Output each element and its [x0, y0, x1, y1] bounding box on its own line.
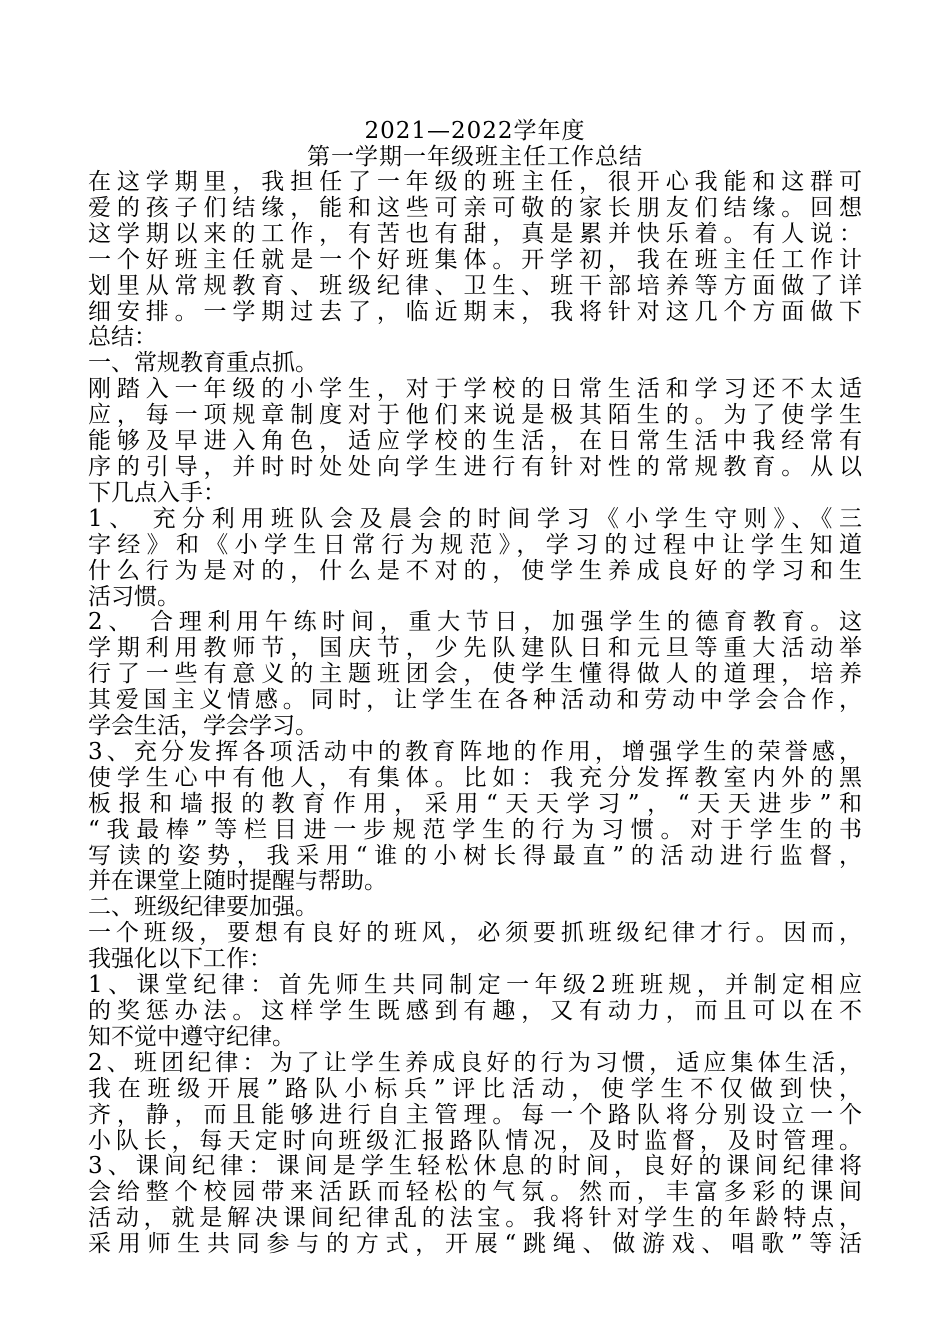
body-text-line: 一个好班主任就是一个好班集体。开学初，我在班主任工作计	[88, 246, 862, 273]
body-text-line: 知不觉中遵守纪律。	[88, 1023, 295, 1050]
body-text-line: 我在班级开展”路队小标兵”评比活动，使学生不仅做到快，	[88, 1075, 862, 1102]
body-text-line: 总结：	[88, 324, 157, 351]
body-text-line: 的奖惩办法。这样学生既感到有趣，又有动力，而且可以在不	[88, 998, 862, 1024]
body-text-line: “我最棒”等栏目进一步规范学生的行为习惯。对于学生的书	[88, 816, 862, 843]
body-text-line: 活习惯。	[88, 583, 180, 610]
body-text-line: 应，每一项规章制度对于他们来说是极其陌生的。为了使学生	[88, 402, 862, 429]
document-title-year: 2021—2022学年度	[364, 118, 586, 144]
body-text-line: 什么行为是对的，什么是不对的，使学生养成良好的学习和生	[88, 557, 862, 584]
body-text-line: 会给整个校园带来活跃而轻松的气氛。然而，丰富多彩的课间	[88, 1179, 862, 1206]
body-text-line: 3、充分发挥各项活动中的教育阵地的作用，增强学生的荣誉感，	[88, 738, 862, 765]
body-text-line: 2、班团纪律：为了让学生养成良好的行为习惯，适应集体生活，	[88, 1049, 862, 1076]
document-page	[88, 118, 862, 1258]
body-text-line: 1、课堂纪律：首先师生共同制定一年级2班班规，并制定相应	[88, 972, 862, 999]
document-title-main: 第一学期一年级班主任工作总结	[307, 144, 643, 170]
body-text-line: 划里从常规教育、班级纪律、卫生、班干部培养等方面做了详	[88, 272, 862, 299]
body-text-line: 下几点入手：	[88, 479, 226, 506]
body-text-line: 刚踏入一年级的小学生，对于学校的日常生活和学习还不太适	[88, 376, 862, 403]
body-text-line: 细安排。一学期过去了，临近期末，我将针对这几个方面做下	[88, 298, 862, 325]
body-text-line: 学期利用教师节，国庆节，少先队建队日和元旦等重大活动举	[88, 635, 862, 662]
body-text-line: 活动，就是解决课间纪律乱的法宝。我将针对学生的年龄特点，	[88, 1205, 862, 1232]
body-text-line: 齐，静，而且能够进行自主管理。每一个路队将分别设立一个	[88, 1101, 862, 1128]
body-text-line: 行了一些有意义的主题班团会，使学生懂得做人的道理，培养	[88, 661, 862, 688]
body-text-line: 字经》和《小学生日常行为规范》，学习的过程中让学生知道	[88, 531, 862, 558]
body-text-line: 写读的姿势，我采用“谁的小树长得最直”的活动进行监督，	[88, 842, 862, 869]
body-text-line: 这学期以来的工作，有苦也有甜，真是累并快乐着。有人说：	[88, 220, 862, 247]
body-text-line: 其爱国主义情感。同时，让学生在各种活动和劳动中学会合作，	[88, 687, 862, 714]
body-text-line: 爱的孩子们结缘，能和这些可亲可敬的家长朋友们结缘。回想	[88, 194, 862, 221]
body-text-line: 小队长，每天定时向班级汇报路队情况，及时监督，及时管理。	[88, 1127, 862, 1154]
body-text-line: 3、课间纪律：课间是学生轻松休息的时间，良好的课间纪律将	[88, 1153, 862, 1180]
body-text-line: 能够及早进入角色，适应学校的生活，在日常生活中我经常有	[88, 428, 862, 455]
body-text-line: 1、 充分利用班队会及晨会的时间学习《小学生守则》、《三	[88, 505, 862, 532]
body-text-line: 使学生心中有他人，有集体。比如：我充分发挥教室内外的黑	[88, 764, 862, 791]
document-body	[88, 170, 862, 1258]
body-text-line: 二、班级纪律要加强。	[88, 894, 318, 921]
body-text-line: 我强化以下工作：	[88, 946, 272, 973]
body-text-line: 板报和墙报的教育作用，采用“天天学习”，“天天进步”和	[88, 790, 862, 817]
body-text-line: 学会生活，学会学习。	[88, 713, 318, 740]
body-text-line: 一、常规教育重点抓。	[88, 350, 318, 377]
body-text-line: 并在课堂上随时提醒与帮助。	[88, 868, 387, 895]
body-text-line: 2、 合理利用午练时间，重大节日，加强学生的德育教育。这	[88, 609, 862, 636]
body-text-line: 序的引导，并时时处处向学生进行有针对性的常规教育。从以	[88, 453, 862, 480]
body-text-line: 在这学期里，我担任了一年级的班主任，很开心我能和这群可	[88, 169, 862, 195]
body-text-line: 一个班级，要想有良好的班风，必须要抓班级纪律才行。因而，	[88, 920, 862, 947]
body-text-line: 采用师生共同参与的方式，开展“跳绳、做游戏、唱歌”等活	[88, 1231, 862, 1258]
